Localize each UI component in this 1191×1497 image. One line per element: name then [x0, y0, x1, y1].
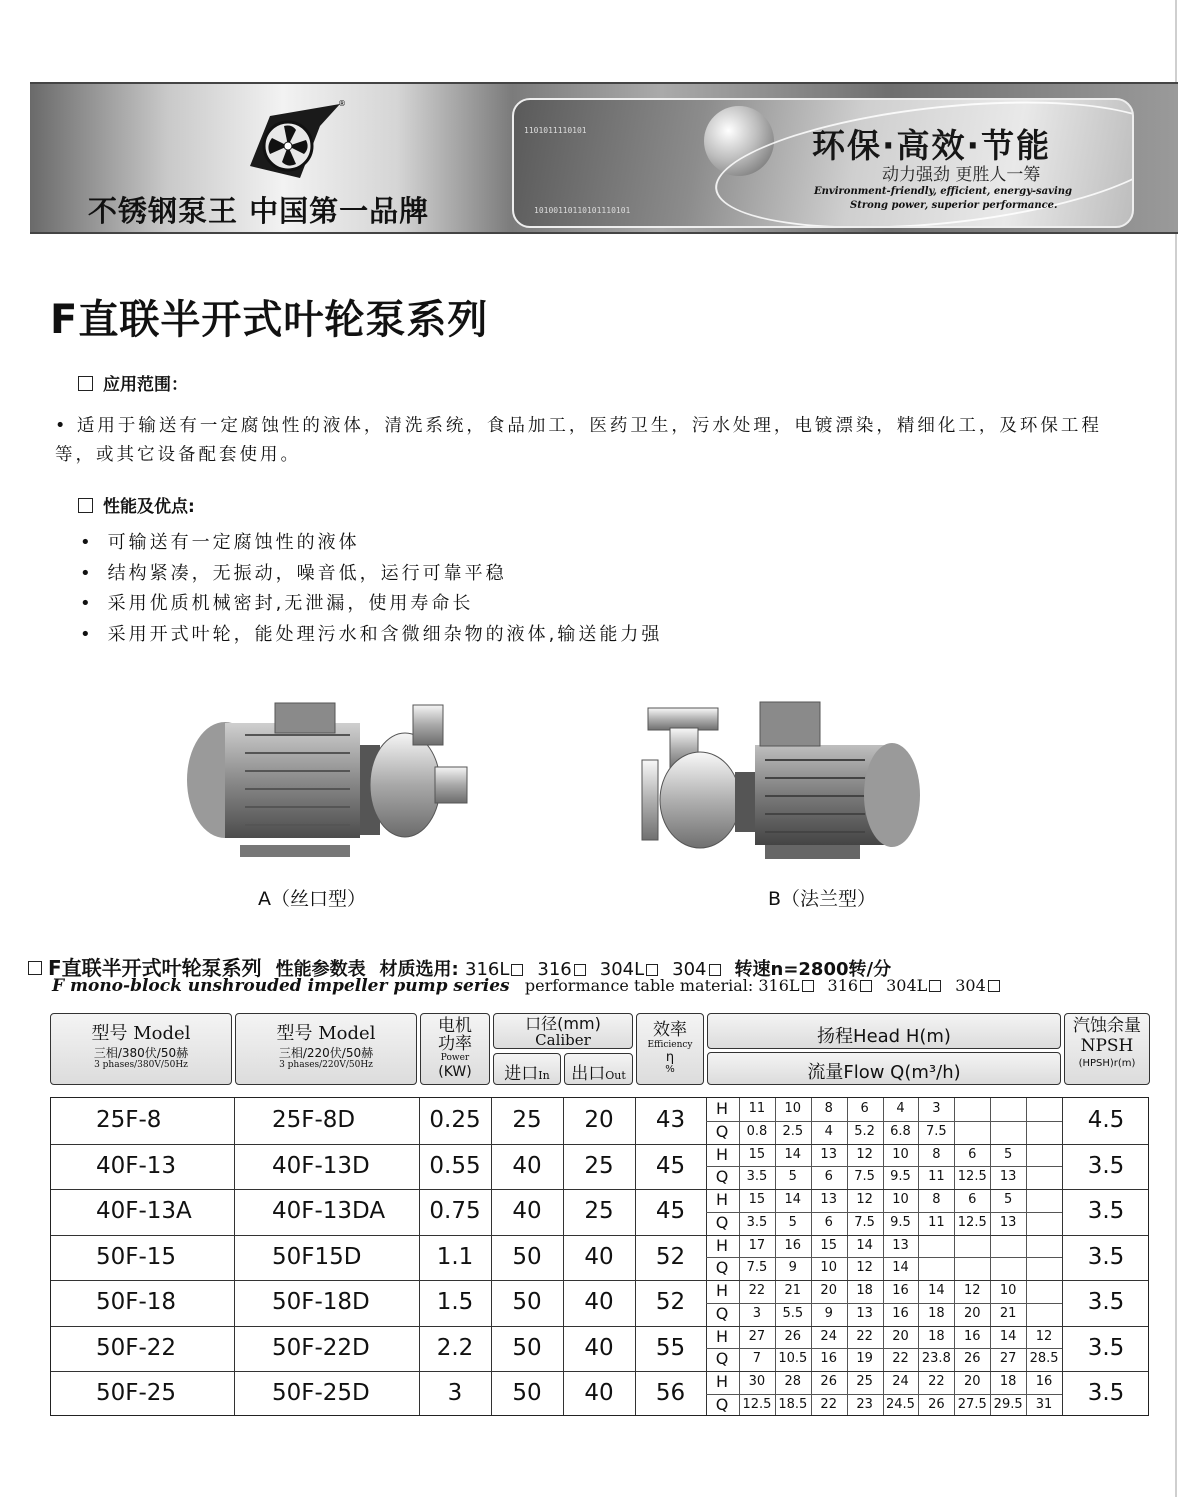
head-value: 6	[968, 1192, 977, 1207]
head-value: 14	[856, 1237, 873, 1253]
flow-value: 29.5	[993, 1396, 1023, 1412]
head-value: 16	[892, 1283, 909, 1298]
flow-value: 10	[820, 1260, 837, 1276]
head-value: 18	[999, 1374, 1017, 1389]
flow-value: 23	[856, 1396, 873, 1412]
outlet-cell: 40	[584, 1334, 614, 1361]
flow-value: 23.8	[921, 1351, 951, 1367]
flow-value: 11	[928, 1169, 945, 1185]
flow-value: 12	[856, 1260, 873, 1276]
head-label: H	[715, 1326, 729, 1346]
head-value: 26	[820, 1374, 837, 1389]
head-value: 22	[928, 1374, 945, 1389]
flow-value: 13	[999, 1169, 1017, 1185]
head-value: 6	[968, 1146, 977, 1162]
hq-row-divider	[706, 1166, 1062, 1167]
inlet-cell: 50	[512, 1380, 542, 1406]
flow-label: Q	[715, 1167, 729, 1187]
inlet-cell: 50	[512, 1334, 542, 1361]
model-380-cell: 40F-13	[96, 1152, 177, 1179]
head-value: 5	[1004, 1192, 1013, 1207]
flow-label: Q	[715, 1258, 729, 1278]
pump-a-threaded-image	[185, 695, 475, 865]
list-item: • 可输送有一定腐蚀性的液体	[80, 528, 662, 559]
flow-value: 5.5	[782, 1305, 804, 1321]
material-checkbox-icon	[646, 964, 658, 976]
head-value: 24	[892, 1374, 909, 1389]
head-label: H	[715, 1235, 729, 1255]
hq-row-divider	[706, 1394, 1062, 1395]
npsh-cell: 3.5	[1087, 1152, 1125, 1179]
head-value: 30	[748, 1374, 766, 1389]
head-value: 14	[999, 1328, 1017, 1344]
application-text: • 适用于输送有一定腐蚀性的液体，清洗系统，食品加工，医药卫生，污水处理，电镀漂染，精细化工，及环保工程等，或其它设备配套使用。	[55, 416, 1102, 465]
flow-value: 4	[824, 1123, 833, 1139]
features-list	[80, 528, 662, 650]
flow-value: 9	[824, 1305, 833, 1321]
header-power: 电机功率 Power (KW)	[420, 1013, 490, 1085]
head-label: H	[715, 1144, 729, 1164]
page-title: F直联半开式叶轮泵系列	[50, 297, 489, 343]
head-value: 13	[892, 1237, 909, 1253]
head-value: 15	[748, 1192, 766, 1207]
model-380-cell: 50F-22	[96, 1334, 177, 1361]
row-divider	[51, 1144, 1148, 1145]
head-value: 27	[748, 1328, 766, 1344]
efficiency-cell: 55	[655, 1334, 686, 1361]
head-value: 13	[820, 1146, 837, 1162]
pump-b-flanged-image	[640, 700, 925, 865]
npsh-cell: 4.5	[1087, 1107, 1125, 1133]
slogan-main: 环保·高效·节能	[812, 126, 1052, 165]
outlet-cell: 40	[584, 1289, 614, 1315]
head-value: 24	[820, 1328, 837, 1344]
slogan-english-1: Environment-friendly, efficient, energy-saving	[814, 186, 1073, 197]
npsh-cell: 3.5	[1087, 1243, 1125, 1270]
flow-label: Q	[715, 1394, 729, 1414]
head-value: 15	[748, 1146, 766, 1162]
head-value: 12	[856, 1192, 873, 1207]
flow-value: 5.2	[854, 1123, 875, 1139]
row-divider	[51, 1235, 1148, 1236]
material-checkbox-icon	[988, 980, 1000, 992]
model-220-cell: 40F-13DA	[272, 1198, 386, 1224]
flow-value: 16	[892, 1305, 909, 1321]
performance-table	[50, 1097, 1149, 1416]
flow-value: 3.5	[746, 1169, 768, 1185]
hq-row-divider	[706, 1121, 1062, 1122]
model-380-cell: 50F-18	[96, 1289, 177, 1315]
slogan-sub: 动力强劲 更胜人一筹	[882, 165, 1041, 185]
efficiency-cell: 52	[655, 1243, 686, 1270]
inlet-cell: 40	[512, 1152, 542, 1179]
flow-value: 21	[999, 1305, 1017, 1321]
head-value: 11	[748, 1101, 766, 1116]
features-heading: 性能及优点:	[78, 492, 195, 517]
flow-value: 27	[999, 1351, 1017, 1367]
head-label: H	[715, 1372, 729, 1391]
efficiency-cell: 52	[655, 1289, 686, 1315]
efficiency-cell: 43	[655, 1107, 686, 1133]
checkbox-square-icon	[28, 961, 42, 975]
inlet-cell: 50	[512, 1289, 542, 1315]
power-cell: 1.5	[436, 1289, 474, 1315]
head-value: 8	[932, 1146, 941, 1162]
head-value: 14	[928, 1283, 945, 1298]
inlet-cell: 25	[512, 1107, 542, 1133]
head-value: 4	[896, 1101, 905, 1116]
head-label: H	[715, 1099, 729, 1118]
row-divider	[51, 1280, 1148, 1281]
head-value: 18	[856, 1283, 873, 1298]
flow-value: 13	[999, 1214, 1017, 1230]
npsh-cell: 3.5	[1087, 1380, 1125, 1406]
flow-value: 9.5	[890, 1169, 911, 1185]
svg-text:®: ®	[338, 99, 346, 108]
efficiency-cell: 56	[655, 1380, 686, 1406]
npsh-cell: 3.5	[1087, 1289, 1125, 1315]
outlet-cell: 40	[584, 1380, 614, 1406]
binary-decoration: 1101011110101	[524, 126, 587, 135]
inlet-cell: 50	[512, 1243, 542, 1270]
model-380-cell: 50F-25	[96, 1380, 177, 1406]
flow-value: 7.5	[926, 1123, 947, 1139]
flow-value: 2.5	[782, 1123, 804, 1139]
head-value: 14	[784, 1146, 802, 1162]
flow-value: 7	[752, 1351, 762, 1367]
material-checkbox-icon	[860, 980, 872, 992]
flow-value: 31	[1035, 1396, 1053, 1412]
flow-value: 22	[820, 1396, 837, 1412]
flow-value: 22	[892, 1351, 909, 1367]
flow-value: 3	[752, 1305, 762, 1321]
head-value: 8	[824, 1101, 833, 1116]
flow-value: 11	[928, 1214, 945, 1230]
material-checkbox-icon	[929, 980, 941, 992]
head-value: 12	[963, 1283, 981, 1298]
table-subtitle-english: F mono-block unshrouded impeller pump series performance table material: 316L 316 304L 304	[52, 976, 1014, 996]
head-value: 20	[820, 1283, 837, 1298]
application-heading: 应用范围：	[78, 370, 188, 395]
slogan-english-2: Strong power, superior performance.	[850, 200, 1058, 211]
flow-value: 12.5	[957, 1214, 987, 1230]
power-cell: 0.55	[429, 1152, 481, 1179]
head-value: 10	[999, 1283, 1017, 1298]
header-model-380: 型号 Model 三相/380伏/50赫 3 phases/380V/50Hz	[50, 1013, 232, 1085]
head-value: 25	[856, 1374, 873, 1389]
list-item: • 采用开式叶轮，能处理污水和含微细杂物的液体,输送能力强	[80, 620, 662, 651]
flow-value: 12.5	[742, 1396, 772, 1412]
flow-value: 28.5	[1029, 1351, 1059, 1367]
model-220-cell: 50F-18D	[272, 1289, 370, 1315]
header-head: 扬程Head H(m)	[707, 1013, 1061, 1049]
flow-value: 9.5	[890, 1214, 911, 1230]
model-380-cell: 25F-8	[96, 1107, 162, 1133]
power-cell: 0.75	[429, 1198, 481, 1224]
brand-slogan: 不锈钢泵王 中国第一品牌	[88, 194, 430, 228]
header-caliber: 口径(mm) Caliber	[493, 1013, 633, 1049]
flow-value: 5	[788, 1169, 797, 1185]
material-checkbox-icon	[709, 964, 721, 976]
head-value: 5	[1004, 1146, 1013, 1162]
header-npsh: 汽蚀余量 NPSH (HPSH)r(m)	[1064, 1013, 1150, 1085]
inlet-cell: 40	[512, 1198, 542, 1224]
efficiency-cell: 45	[655, 1198, 686, 1224]
power-cell: 0.25	[429, 1107, 481, 1133]
flow-label: Q	[715, 1349, 729, 1369]
caption-b: B（法兰型）	[768, 888, 877, 910]
flow-value: 6	[824, 1214, 833, 1230]
flow-value: 26	[963, 1351, 981, 1367]
checkbox-square-icon	[78, 498, 93, 513]
flow-value: 5	[788, 1214, 797, 1230]
head-value: 3	[932, 1101, 941, 1116]
header-banner	[30, 82, 1178, 234]
head-value: 10	[892, 1192, 909, 1207]
flow-value: 3.5	[746, 1214, 768, 1230]
hq-row-divider	[706, 1257, 1062, 1258]
model-220-cell: 40F-13D	[272, 1152, 370, 1179]
model-380-cell: 40F-13A	[96, 1198, 192, 1224]
header-model-220: 型号 Model 三相/220伏/50赫 3 phases/220V/50Hz	[235, 1013, 417, 1085]
flow-value: 0.8	[746, 1123, 768, 1139]
checkbox-square-icon	[78, 376, 93, 391]
hq-row-divider	[706, 1348, 1062, 1349]
header-inlet: 进口In	[493, 1053, 561, 1085]
flow-value: 19	[856, 1351, 873, 1367]
head-value: 22	[856, 1328, 873, 1344]
outlet-cell: 25	[584, 1198, 614, 1224]
flow-value: 10.5	[778, 1351, 808, 1367]
row-divider	[51, 1189, 1148, 1190]
head-value: 12	[856, 1146, 873, 1162]
hq-row-divider	[706, 1303, 1062, 1304]
head-value: 16	[1035, 1374, 1053, 1389]
head-value: 17	[748, 1237, 766, 1253]
flow-value: 26	[928, 1396, 945, 1412]
model-220-cell: 25F-8D	[272, 1107, 356, 1133]
head-value: 8	[932, 1192, 941, 1207]
head-value: 20	[963, 1374, 981, 1389]
list-item: • 采用优质机械密封,无泄漏，使用寿命长	[80, 589, 662, 620]
power-cell: 1.1	[436, 1243, 474, 1270]
flow-value: 7.5	[854, 1214, 875, 1230]
outlet-cell: 25	[584, 1152, 614, 1179]
efficiency-cell: 45	[655, 1152, 686, 1179]
flow-label: Q	[715, 1303, 729, 1323]
material-checkbox-icon	[802, 980, 814, 992]
flow-value: 18	[928, 1305, 945, 1321]
header-flow: 流量Flow Q(m³/h)	[707, 1052, 1061, 1085]
hq-row-divider	[706, 1212, 1062, 1213]
model-380-cell: 50F-15	[96, 1243, 177, 1270]
head-value: 21	[784, 1283, 802, 1298]
flow-value: 13	[856, 1305, 873, 1321]
outlet-cell: 40	[584, 1243, 614, 1270]
flow-value: 18.5	[778, 1396, 808, 1412]
flow-label: Q	[715, 1212, 729, 1232]
head-value: 22	[748, 1283, 766, 1298]
npsh-cell: 3.5	[1087, 1198, 1125, 1224]
flow-value: 24.5	[886, 1396, 915, 1412]
flow-value: 6.8	[890, 1123, 911, 1139]
power-cell: 2.2	[436, 1334, 474, 1361]
model-220-cell: 50F15D	[272, 1243, 362, 1270]
caption-a: A（丝口型）	[258, 888, 366, 910]
flow-value: 7.5	[854, 1169, 875, 1185]
flow-value: 9	[788, 1260, 797, 1276]
head-value: 20	[892, 1328, 909, 1344]
flow-value: 14	[892, 1260, 909, 1276]
table-title: F直联半开式叶轮泵系列 性能参数表 材质选用: 316L 316 304L 304 转速n=2800转/分	[28, 952, 891, 981]
slogan-panel	[512, 98, 1134, 228]
head-value: 14	[784, 1192, 802, 1207]
header-efficiency: 效率 Efficiency η %	[636, 1013, 704, 1085]
head-value: 10	[784, 1101, 802, 1116]
power-cell: 3	[447, 1380, 463, 1406]
model-220-cell: 50F-22D	[272, 1334, 370, 1361]
outlet-cell: 20	[584, 1107, 614, 1133]
header-outlet: 出口Out	[564, 1053, 633, 1085]
head-value: 18	[928, 1328, 945, 1344]
head-value: 12	[1035, 1328, 1053, 1344]
flow-value: 20	[963, 1305, 981, 1321]
row-divider	[51, 1371, 1148, 1372]
npsh-cell: 3.5	[1087, 1334, 1125, 1361]
flow-value: 7.5	[746, 1260, 768, 1276]
head-label: H	[715, 1281, 729, 1300]
head-value: 16	[963, 1328, 981, 1344]
head-label: H	[715, 1190, 729, 1209]
column-divider	[234, 1098, 235, 1415]
head-value: 16	[784, 1237, 802, 1253]
material-checkbox-icon	[511, 964, 523, 976]
head-value: 26	[784, 1328, 802, 1344]
head-value: 28	[784, 1374, 802, 1389]
head-value: 6	[860, 1101, 869, 1116]
pinwheel-logo-icon	[240, 96, 350, 186]
model-220-cell: 50F-25D	[272, 1380, 370, 1406]
flow-value: 6	[824, 1169, 833, 1185]
flow-value: 12.5	[957, 1169, 987, 1185]
list-item: • 结构紧凑，无振动，噪音低，运行可靠平稳	[80, 559, 662, 590]
binary-decoration: 10100110110101110101	[534, 206, 631, 215]
flow-value: 27.5	[957, 1396, 987, 1412]
row-divider	[51, 1326, 1148, 1327]
head-value: 13	[820, 1192, 837, 1207]
head-value: 10	[892, 1146, 909, 1162]
material-checkbox-icon	[574, 964, 586, 976]
flow-value: 16	[820, 1351, 837, 1367]
head-value: 15	[820, 1237, 837, 1253]
flow-label: Q	[715, 1121, 729, 1141]
